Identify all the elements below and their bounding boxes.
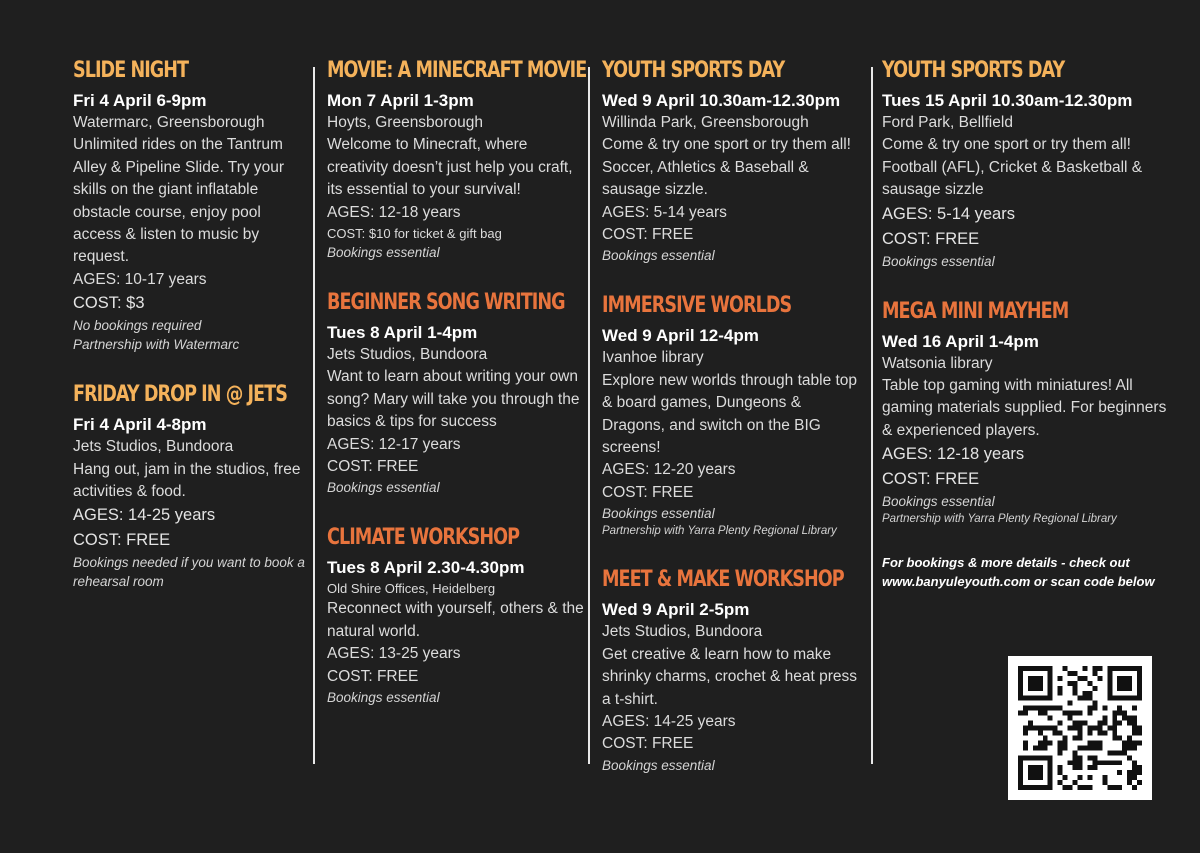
event-cost: COST: $10 for ticket & gift bag: [327, 226, 502, 242]
event-ages: AGES: 13-25 years: [327, 645, 461, 663]
event-date: Fri 4 April 4-8pm: [73, 415, 207, 435]
event-date: Mon 7 April 1-3pm: [327, 91, 474, 110]
event-title: FRIDAY DROP IN @ JETS: [73, 382, 287, 408]
event-ages: AGES: 12-20 years: [602, 461, 736, 479]
event-immersive-worlds: [602, 291, 864, 539]
event-note: Bookings essential: [602, 506, 715, 522]
event-description: Reconnect with yourself, others & the natural world.: [327, 600, 584, 640]
event-ages: AGES: 5-14 years: [602, 203, 727, 221]
event-partnership: Partnership with Yarra Plenty Regional Library: [882, 513, 1117, 526]
event-description: Explore new worlds through table top & board games, Dungeons & Dragons, and switch on the BIG screens!: [602, 371, 858, 457]
event-note: Bookings essential: [882, 494, 995, 510]
event-venue: Jets Studios, Bundoora: [327, 346, 488, 364]
booking-callout: For bookings & more details - check out www.banyuleyouth.com or scan code below: [882, 555, 1155, 590]
event-note: Bookings needed if you want to book a rehearsal room: [73, 555, 305, 590]
column-divider-2: [588, 67, 590, 764]
event-description: Hang out, jam in the studios, free activities & food.: [73, 460, 301, 501]
qr-code-icon[interactable]: [1008, 656, 1152, 800]
column-3: [602, 56, 864, 801]
event-ages: AGES: 14-25 years: [73, 506, 216, 525]
event-ages: AGES: 12-18 years: [882, 445, 1025, 464]
event-mega-mini-mayhem: [882, 297, 1172, 528]
event-description: Come & try one sport or try them all! Soccer, Athletics & Baseball & sausage sizzle.: [602, 136, 851, 199]
event-cost: COST: FREE: [73, 531, 171, 550]
event-cost: COST: FREE: [327, 667, 419, 685]
event-friday-drop-in: [73, 380, 311, 591]
event-venue: Ford Park, Bellfield: [882, 114, 1013, 131]
event-venue: Watermarc, Greensborough: [73, 114, 265, 131]
event-minecraft-movie: [327, 56, 585, 262]
event-title: MOVIE: A MINECRAFT MOVIE: [327, 58, 587, 83]
event-cost: COST: FREE: [602, 735, 694, 753]
event-date: Wed 9 April 2-5pm: [602, 600, 750, 620]
event-climate-workshop: [327, 523, 585, 707]
event-venue: Old Shire Offices, Heidelberg: [327, 581, 496, 597]
event-description: Table top gaming with miniatures! All gaming materials supplied. For beginners & experienced players.: [882, 377, 1167, 439]
event-title: SLIDE NIGHT: [73, 58, 189, 83]
event-cost: COST: FREE: [882, 470, 980, 489]
event-note: Bookings essential: [327, 690, 440, 706]
event-ages: AGES: 5-14 years: [882, 204, 1015, 223]
column-4: [882, 56, 1172, 591]
event-note: Bookings essential: [327, 480, 440, 496]
event-venue: Jets Studios, Bundoora: [602, 623, 763, 641]
event-date: Tues 8 April 2.30-4.30pm: [327, 558, 525, 578]
event-slide-night: [73, 56, 311, 354]
event-cost: COST: FREE: [602, 483, 694, 501]
event-title: YOUTH SPORTS DAY: [602, 58, 785, 83]
event-note: Bookings essential: [882, 253, 995, 269]
event-venue: Willinda Park, Greensborough: [602, 114, 809, 131]
event-youth-sports-day-willinda: [602, 56, 864, 265]
event-cost: COST: FREE: [882, 229, 980, 248]
event-song-writing: [327, 288, 585, 497]
event-date: Tues 15 April 10.30am-12.30pm: [882, 91, 1133, 110]
event-partnership: Partnership with Yarra Plenty Regional Library: [602, 525, 837, 538]
column-divider-1: [313, 67, 315, 764]
event-title: BEGINNER SONG WRITING: [327, 290, 565, 316]
event-partnership: Partnership with Watermarc: [73, 337, 240, 353]
event-title: YOUTH SPORTS DAY: [882, 58, 1065, 83]
event-title: MEET & MAKE WORKSHOP: [602, 567, 844, 593]
event-title: CLIMATE WORKSHOP: [327, 525, 520, 551]
column-1: [73, 56, 311, 617]
event-date: Wed 9 April 12-4pm: [602, 326, 759, 346]
event-date: Wed 16 April 1-4pm: [882, 331, 1039, 351]
event-ages: AGES: 12-18 years: [327, 203, 461, 221]
event-description: Unlimited rides on the Tantrum Alley & Pipeline Slide. Try your skills on the giant inflatable obstacle course, enjoy pool access & listen to music by request.: [73, 136, 285, 266]
event-venue: Ivanhoe library: [602, 349, 704, 367]
event-description: Welcome to Minecraft, where creativity doesn’t just help you craft, its essential to your survival!: [327, 136, 573, 199]
event-date: Wed 9 April 10.30am-12.30pm: [602, 91, 841, 110]
column-2: [327, 56, 585, 733]
event-cost: COST: $3: [73, 294, 145, 313]
event-title: IMMERSIVE WORLDS: [602, 293, 792, 319]
event-ages: AGES: 14-25 years: [602, 712, 736, 730]
event-note: Bookings essential: [602, 757, 715, 773]
event-ages: AGES: 12-17 years: [327, 435, 461, 453]
column-divider-3: [871, 67, 873, 764]
event-date: Fri 4 April 6-9pm: [73, 91, 207, 110]
event-note: No bookings required: [73, 318, 202, 334]
event-date: Tues 8 April 1-4pm: [327, 323, 478, 343]
event-venue: Hoyts, Greensborough: [327, 114, 483, 131]
event-description: Want to learn about writing your own song? Mary will take you through the basics & tips for success: [327, 368, 580, 431]
event-venue: Jets Studios, Bundoora: [73, 438, 234, 456]
event-ages: AGES: 10-17 years: [73, 270, 207, 288]
event-note: Bookings essential: [602, 248, 715, 264]
event-youth-sports-day-ford: [882, 56, 1172, 271]
event-cost: COST: FREE: [327, 458, 419, 476]
event-cost: COST: FREE: [602, 226, 694, 244]
event-venue: Watsonia library: [882, 354, 993, 372]
event-meet-make-workshop: [602, 565, 864, 774]
event-description: Come & try one sport or try them all! Football (AFL), Cricket & Basketball & sausage sizzle: [882, 136, 1143, 199]
event-title: MEGA MINI MAYHEM: [882, 298, 1069, 324]
event-note: Bookings essential: [327, 245, 440, 261]
event-description: Get creative & learn how to make shrinky charms, crochet & heat press a t-shirt.: [602, 645, 857, 708]
